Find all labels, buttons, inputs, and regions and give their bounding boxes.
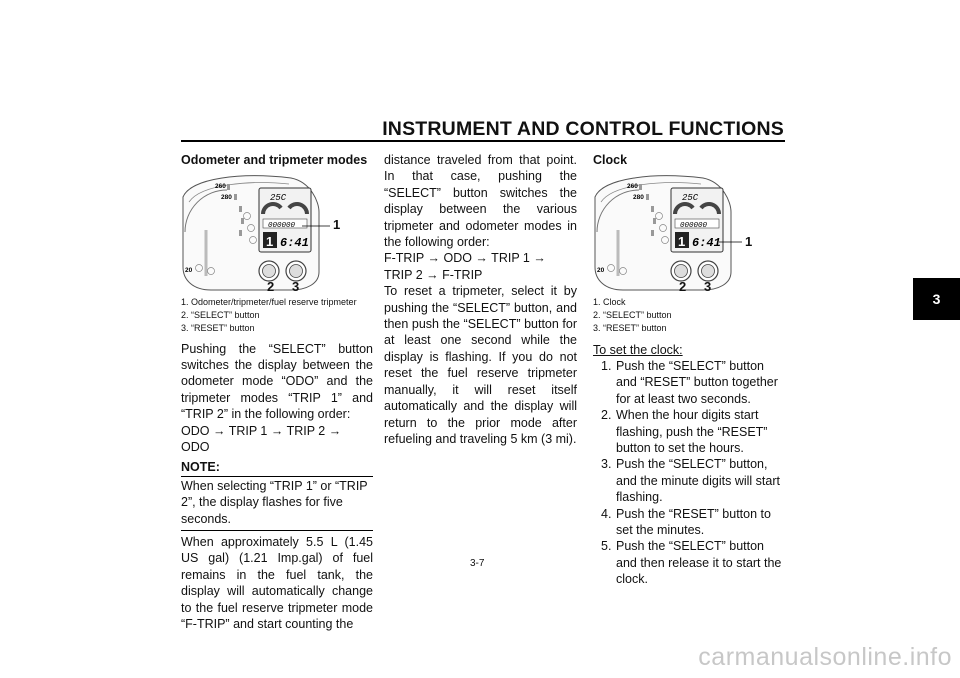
callout-3: 3: [704, 279, 712, 294]
figure-captions: [181, 296, 373, 336]
caption-1: 1. Odometer/tripmeter/fuel reserve tripmeter: [181, 297, 357, 307]
scale-label-20: 20: [185, 267, 193, 274]
step-number: 2.: [601, 408, 612, 423]
caption-3: 3. “RESET” button: [593, 323, 667, 334]
callout-3: 3: [292, 279, 300, 294]
paragraph-select-modes: Pushing the “SELECT” button switches the display between the odometer mode “ODO” and the tripmeter modes “TRIP 1” and “TRIP 2” in the following order:: [181, 341, 373, 422]
step-item: [593, 506, 785, 539]
paragraph-reset-tripmeter: To reset a tripmeter, select it by pushing the “SELECT” button, and then push the “SELECT” button for at least one second while the display is flashing. If you do not reset the fuel reserve tripmeter manually, it will reset itself automatically and the display will return to the prior mode after refueling and traveling 5 km (3 mi).: [384, 284, 577, 446]
scale-label-20: 20: [597, 267, 605, 274]
callout-2: 2: [267, 279, 275, 294]
lcd-clock: 6:41: [692, 236, 721, 250]
step-text: Push the “RESET” button to set the minutes.: [616, 506, 771, 538]
caption-1: 1. Clock: [593, 297, 626, 307]
right-column: [593, 152, 785, 588]
instrument-panel-illustration-clock: [593, 172, 785, 294]
scale-label-260: 260: [215, 183, 226, 190]
step-number: 4.: [601, 506, 612, 521]
lcd-temperature: 25C: [270, 193, 287, 203]
step-number: 1.: [601, 359, 612, 374]
page-header-title: INSTRUMENT AND CONTROL FUNCTIONS: [382, 118, 784, 140]
scale-label-280: 280: [221, 194, 232, 201]
figure-captions-clock: [593, 296, 785, 336]
callout-1: 1: [333, 217, 341, 232]
header-rule: [181, 140, 785, 142]
clock-steps-list: [593, 358, 785, 588]
step-item: [593, 456, 785, 505]
note-label: NOTE:: [181, 459, 373, 476]
paragraph-fuel-reserve: When approximately 5.5 L (1.45 US gal) (1.21 Imp.gal) of fuel remains in the fuel tank, the display will automatically change to the fuel reserve tripmeter mode “F-TRIP” and start counting the: [181, 535, 373, 632]
subheading-set-clock: To set the clock:: [593, 342, 683, 357]
left-column: [181, 152, 373, 633]
lcd-odometer: 000000: [268, 222, 296, 230]
mode-sequence: ODO → TRIP 1 → TRIP 2 → ODO: [181, 423, 342, 455]
instrument-panel-illustration: [181, 172, 373, 294]
callout-1: 1: [745, 234, 753, 249]
note-text: When selecting “TRIP 1” or “TRIP 2”, the display flashes for five seconds.: [181, 478, 373, 531]
step-text: Push the “SELECT” button, and the minute digits will start flashing.: [616, 457, 780, 505]
lcd-odometer: 000000: [680, 222, 708, 230]
step-text: When the hour digits start flashing, push the “RESET” button to set the hours.: [616, 408, 768, 456]
step-item: [593, 407, 785, 456]
site-watermark: carmanualsonline.info: [698, 643, 952, 671]
paragraph-ftrip: distance traveled from that point. In that case, pushing the “SELECT” button switches the display between the various tripmeter and odometer modes in the following order:: [384, 153, 577, 250]
callout-2: 2: [679, 279, 687, 294]
lcd-temperature: 25C: [682, 193, 699, 203]
step-number: 5.: [601, 539, 612, 554]
chapter-tab: 3: [913, 278, 960, 320]
instrument-figure-odometer: [181, 172, 373, 294]
step-number: 3.: [601, 457, 612, 472]
step-item: [593, 358, 785, 407]
ftrip-sequence: F-TRIP → ODO → TRIP 1 → TRIP 2 → F-TRIP: [384, 251, 546, 282]
section-heading-clock: Clock: [593, 153, 628, 167]
instrument-figure-clock: [593, 172, 785, 294]
middle-column: [384, 152, 577, 447]
caption-2: 2. “SELECT” button: [593, 310, 672, 321]
lcd-digit: 1: [678, 234, 686, 249]
lcd-clock: 6:41: [280, 236, 309, 250]
scale-label-280: 280: [633, 194, 644, 201]
scale-label-260: 260: [627, 183, 638, 190]
step-text: Push the “SELECT” button and “RESET” button together for at least two seconds.: [616, 359, 778, 406]
caption-2: 2. “SELECT” button: [181, 310, 260, 321]
step-item: [593, 538, 785, 587]
section-heading-odometer: Odometer and tripmeter modes: [181, 153, 368, 167]
page-number: 3-7: [470, 558, 485, 569]
caption-3: 3. “RESET” button: [181, 323, 255, 334]
lcd-digit: 1: [266, 234, 274, 249]
step-text: Push the “SELECT” button and then release it to start the clock.: [616, 539, 782, 587]
